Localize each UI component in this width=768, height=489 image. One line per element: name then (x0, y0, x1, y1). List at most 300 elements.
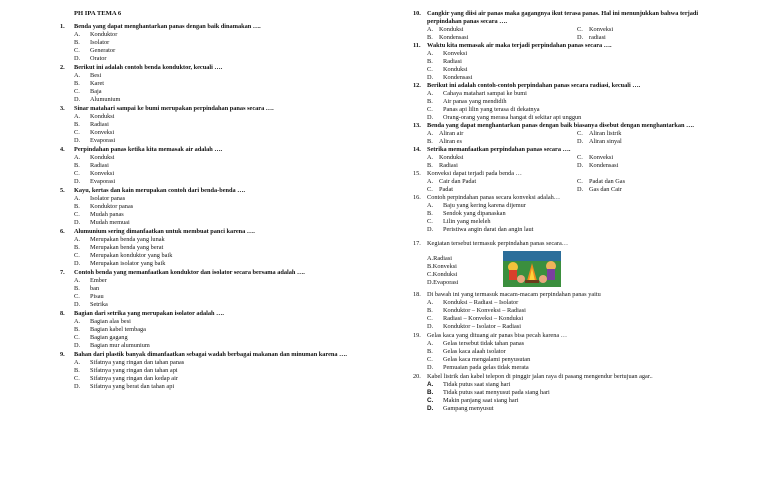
option-text: Konduktor – Konveksi – Radiasi (443, 307, 526, 314)
option-letter: D. (74, 178, 81, 185)
option-text: Mudah panas (90, 211, 124, 218)
option-text: Evaporasi (433, 279, 459, 286)
option-text: radiasi (589, 34, 606, 41)
answer-option[interactable] (60, 88, 360, 96)
answer-option[interactable] (577, 162, 727, 170)
question-number: 11. (413, 42, 421, 49)
answer-options-grid (413, 154, 713, 170)
option-letter: C. (74, 375, 80, 382)
option-text: Radiasi (90, 121, 109, 128)
question-text: Kabel listrik dan kabel telepon di pinggir jalan raya di pasang mengendur bertujuan agar.. (427, 373, 653, 380)
question (60, 310, 360, 350)
question-text-row (413, 291, 713, 299)
option-letter: C. (427, 356, 433, 363)
option-letter: B. (427, 263, 433, 270)
question (413, 82, 713, 122)
option-letter: A. (74, 31, 81, 38)
answer-option[interactable] (60, 293, 360, 301)
option-text: Radiasi (90, 162, 109, 169)
option-text: Ember (90, 277, 107, 284)
answer-option[interactable] (60, 170, 360, 178)
option-letter: C. (74, 47, 80, 54)
option-letter: D. (74, 219, 81, 226)
question-text: Waktu kita memasak air maka terjadi perpindahan panas secara …. (427, 42, 612, 49)
option-text: Sifatnya yang ringan dan tahan panas (90, 359, 185, 366)
answer-option[interactable] (60, 236, 360, 244)
answer-option[interactable] (413, 202, 713, 210)
answer-option[interactable] (577, 130, 727, 138)
answer-options-grid (413, 178, 713, 194)
answer-option[interactable] (60, 31, 360, 39)
question-text-row (60, 351, 360, 359)
option-text: Besi (90, 72, 102, 79)
answer-option[interactable] (60, 178, 360, 186)
answer-option[interactable] (60, 301, 360, 309)
question-text-row (60, 23, 360, 31)
question-text: Alumunium sering dimanfaatkan untuk membuat panci karena …. (74, 228, 255, 235)
answer-option[interactable] (427, 34, 577, 42)
option-letter: B. (427, 389, 434, 396)
answer-option[interactable] (60, 113, 360, 121)
option-letter: D. (74, 301, 81, 308)
option-letter: D. (74, 260, 81, 267)
answer-option[interactable] (60, 203, 360, 211)
answer-options-grid (413, 26, 713, 42)
option-letter: C. (427, 218, 433, 225)
answer-option[interactable] (60, 277, 360, 285)
question-text-row (60, 310, 360, 318)
option-letter: D. (427, 114, 434, 121)
option-text: Mudah memuai (90, 219, 130, 226)
option-text: Sifatnya yang ringan dan kedap air (90, 375, 178, 382)
option-letter: D. (74, 137, 81, 144)
option-letter: A. (74, 236, 81, 243)
option-text: Aliran air (439, 130, 464, 137)
option-letter: C. (427, 271, 433, 278)
option-letter: A. (427, 178, 434, 185)
answer-option[interactable] (413, 74, 713, 82)
option-text: Alumunium (90, 96, 121, 103)
option-letter: D. (577, 186, 584, 193)
option-text: Konduksi – Radiasi – Isolator (443, 299, 519, 306)
question-text-row (413, 146, 713, 154)
option-letter: A. (427, 90, 434, 97)
option-text: Konveksi (432, 263, 457, 270)
option-letter: D. (577, 138, 584, 145)
option-letter: D. (74, 383, 81, 390)
answer-option[interactable] (60, 154, 360, 162)
question (413, 332, 713, 372)
question-number: 1. (60, 23, 65, 30)
campfire-image (503, 251, 561, 287)
option-text: Konveksi (90, 129, 115, 136)
option-letter: A. (74, 195, 81, 202)
option-letter: C. (74, 211, 80, 218)
answer-option[interactable] (60, 326, 360, 334)
answer-option[interactable] (60, 383, 360, 391)
question-text-row (413, 194, 713, 202)
answer-option[interactable] (413, 90, 713, 98)
option-text: Konveksi (589, 26, 614, 33)
question (60, 64, 360, 104)
right-question-list (413, 10, 713, 413)
picture-row (413, 251, 713, 287)
option-text: Gelas kaca mengalami penyusutan (443, 356, 531, 363)
answer-option[interactable] (413, 340, 713, 348)
answer-option[interactable] (577, 186, 727, 194)
question (60, 269, 360, 309)
answer-option[interactable] (60, 162, 360, 170)
option-letter: D. (427, 74, 434, 81)
option-letter: C. (427, 186, 433, 193)
option-text: Isolator (90, 39, 110, 46)
option-text: Konduksi (90, 113, 115, 120)
option-text: Konduktor – Isolator – Radiasi (443, 323, 522, 330)
question-number: 8. (60, 310, 65, 317)
question-number: 3. (60, 105, 65, 112)
option-letter: A. (74, 113, 81, 120)
option-text: Lilin yang meleleh (443, 218, 491, 225)
question-text-row (413, 42, 713, 50)
option-text: Generator (90, 47, 116, 54)
answer-option[interactable] (60, 219, 360, 227)
option-letter: C. (74, 88, 80, 95)
option-text: Bagian alas besi (90, 318, 131, 325)
option-text: Orator (90, 55, 107, 62)
question (60, 351, 360, 391)
question-text: Sinar matahari sampai ke bumi merupakan perpindahan panas secara …. (74, 105, 274, 112)
answer-option[interactable] (60, 342, 360, 350)
option-text: Konveksi (90, 170, 115, 177)
option-letter: A. (427, 202, 434, 209)
answer-option[interactable] (60, 47, 360, 55)
option-text: Bagian gagang (90, 334, 128, 341)
question-text: Bahan dari plastik banyak dimanfaatkan sebagai wadah berbagai makanan dan minuman karena …. (74, 351, 347, 358)
question-text: Berikut ini adalah contoh-contoh perpindahan panas secara radiasi, kecuali …. (427, 82, 641, 89)
option-letter: C. (74, 334, 80, 341)
option-letter: B. (74, 80, 80, 87)
answer-option[interactable] (60, 80, 360, 88)
question-text: Benda yang dapat menghantarkan panas dengan baik biasanya disebut dengan menghantarkan …. (427, 122, 694, 129)
option-letter: C. (577, 178, 583, 185)
option-letter: A. (427, 381, 434, 388)
answer-option[interactable] (60, 359, 360, 367)
answer-option[interactable] (413, 279, 503, 287)
option-letter: A. (427, 255, 434, 262)
option-letter: B. (427, 210, 433, 217)
option-letter: D. (427, 226, 434, 233)
option-letter: B. (74, 326, 80, 333)
answer-option[interactable] (60, 334, 360, 342)
right-column (413, 10, 713, 413)
question-text-row (60, 64, 360, 72)
question-number: 5. (60, 187, 65, 194)
answer-option[interactable] (60, 252, 360, 260)
question-text-row (413, 332, 713, 340)
question-text-row (413, 373, 713, 381)
option-text: Tidak putus saat menyusut pada siang hari (443, 389, 550, 396)
answer-option[interactable] (60, 211, 360, 219)
campfire-illustration (503, 251, 561, 287)
option-text: Baju yang kering karena dijemur (443, 202, 526, 209)
question (413, 291, 713, 331)
option-letter: A. (427, 26, 434, 33)
option-letter: B. (74, 39, 80, 46)
answer-option[interactable] (60, 244, 360, 252)
option-text: Konduksi (439, 154, 464, 161)
question-text: Konveksi dapat terjadi pada benda … (427, 170, 522, 177)
question (413, 122, 713, 146)
question (413, 240, 713, 287)
answer-option[interactable] (577, 154, 727, 162)
option-letter: B. (427, 348, 433, 355)
question-text: Kegiatan tersebut termasuk perpindahan panas secara… (427, 240, 569, 247)
answer-option[interactable] (413, 397, 713, 405)
option-letter: A. (74, 72, 81, 79)
option-text: Bagian mur alumunium (90, 342, 150, 349)
option-text: Evaporasi (90, 137, 116, 144)
option-letter: A. (74, 154, 81, 161)
question-text: Berikut ini adalah contoh benda konduktor, kecuali …. (74, 64, 223, 71)
option-text: Konduktor (90, 31, 118, 38)
option-letter: B. (427, 34, 433, 41)
option-text: Air panas yang mendidih (443, 98, 507, 105)
option-text: Konduktor panas (90, 203, 134, 210)
option-letter: B. (74, 285, 80, 292)
answer-option[interactable] (427, 130, 577, 138)
answer-option[interactable] (577, 26, 727, 34)
option-text: Tidak putus saat siang hari (443, 381, 511, 388)
option-text: Merupakan benda yang berat (90, 244, 164, 251)
answer-option[interactable] (60, 375, 360, 383)
question-text-row (413, 170, 713, 178)
answer-option[interactable] (413, 323, 713, 331)
option-letter: D. (577, 34, 584, 41)
question-number: 19. (413, 332, 421, 339)
answer-option[interactable] (413, 405, 713, 413)
option-text: Setrika (90, 301, 108, 308)
answer-option[interactable] (413, 226, 713, 234)
answer-option[interactable] (413, 356, 713, 364)
answer-option[interactable] (60, 367, 360, 375)
answer-option[interactable] (60, 137, 360, 145)
answer-option[interactable] (413, 389, 713, 397)
option-letter: C. (74, 129, 80, 136)
answer-option[interactable] (413, 114, 713, 122)
question-text-row (60, 269, 360, 277)
question-text-row (413, 122, 713, 130)
question-number: 18. (413, 291, 421, 298)
option-text: Merupakan isolator yang baik (90, 260, 166, 267)
question-text-row (413, 240, 713, 248)
answer-option[interactable] (413, 271, 503, 279)
option-text: Radiasi (443, 58, 462, 65)
answer-option[interactable] (427, 154, 577, 162)
answer-option[interactable] (577, 138, 727, 146)
question-text: Contoh perpindahan panas secara konveksi adalah… (427, 194, 561, 201)
option-text: Makin panjang saat siang hari (443, 397, 519, 404)
answer-option[interactable] (427, 162, 577, 170)
option-letter: C. (74, 293, 80, 300)
answer-option[interactable] (413, 210, 713, 218)
question-number: 12. (413, 82, 421, 89)
option-letter: B. (74, 244, 80, 251)
option-text: Konveksi (589, 154, 614, 161)
answer-option[interactable] (413, 364, 713, 372)
question (60, 228, 360, 268)
option-text: Orang-orang yang merasa hangat di sekitar api unggun (443, 114, 582, 121)
option-letter: A. (427, 340, 434, 347)
question (60, 146, 360, 186)
option-text: Padat dan Gas (589, 178, 626, 185)
picture-options (413, 251, 503, 287)
answer-option[interactable] (413, 381, 713, 389)
option-text: Sifatnya yang ringan dan tahan api (90, 367, 178, 374)
left-column (60, 10, 360, 391)
option-text: Konduksi (443, 66, 468, 73)
option-letter: B. (427, 162, 433, 169)
question (60, 187, 360, 227)
option-text: Gampang menyusut (443, 405, 494, 412)
option-letter: D. (74, 96, 81, 103)
option-text: Cair dan Padat (439, 178, 477, 185)
answer-option[interactable] (60, 39, 360, 47)
option-letter: A. (74, 318, 81, 325)
question-number: 16. (413, 194, 421, 201)
option-text: Aliran sinyal (589, 138, 622, 145)
option-text: Radiasi – Konveksi – Konduksi (443, 315, 524, 322)
question (413, 373, 713, 413)
option-letter: B. (427, 98, 433, 105)
option-text: Gas dan Cair (589, 186, 622, 193)
option-text: Radiasi (433, 255, 453, 262)
question-number: 4. (60, 146, 65, 153)
option-text: Konduksi (439, 26, 464, 33)
answer-option[interactable] (60, 260, 360, 268)
question-number: 6. (60, 228, 65, 235)
option-letter: C. (577, 26, 583, 33)
answer-option[interactable] (427, 138, 577, 146)
answer-option[interactable] (427, 178, 577, 186)
option-letter: D. (577, 162, 584, 169)
question-number: 20. (413, 373, 421, 380)
question-text: Gelas kaca yang dituang air panas bisa pecah karena … (427, 332, 568, 339)
question-number: 9. (60, 351, 65, 358)
option-letter: D. (427, 279, 434, 286)
option-letter: B. (74, 203, 80, 210)
answer-option[interactable] (60, 121, 360, 129)
option-text: Sendok yang dipanaskan (443, 210, 506, 217)
answer-options-grid (413, 130, 713, 146)
option-letter: C. (577, 130, 583, 137)
answer-option[interactable] (60, 55, 360, 63)
option-text: ban (90, 285, 100, 292)
answer-option[interactable] (413, 98, 713, 106)
answer-option[interactable] (413, 348, 713, 356)
answer-option[interactable] (413, 255, 503, 263)
option-text: Cahaya matahari sampai ke bumi (443, 90, 527, 97)
option-text: Gelas kaca alaah isolator (443, 348, 506, 355)
answer-option[interactable] (60, 96, 360, 104)
answer-option[interactable] (413, 307, 713, 315)
question-number: 14. (413, 146, 421, 153)
question-text-row (413, 82, 713, 90)
answer-option[interactable] (60, 195, 360, 203)
answer-option[interactable] (413, 50, 713, 58)
page-title: PH IPA TEMA 6 (74, 10, 122, 17)
answer-option[interactable] (413, 218, 713, 226)
option-text: Merupakan konduktor yang baik (90, 252, 173, 259)
option-text: Pisau (90, 293, 104, 300)
option-letter: C. (577, 154, 583, 161)
option-letter: C. (427, 66, 433, 73)
option-text: Konveksi (443, 50, 468, 57)
question-text: Perpindahan panas ketika kita memasak air adalah …. (74, 146, 223, 153)
question-text: Bagian dari setrika yang merupakan isolator adalah …. (74, 310, 224, 317)
option-letter: D. (74, 55, 81, 62)
answer-option[interactable] (413, 66, 713, 74)
question-text: Di bawah ini yang termasuk macam-macam perpindahan panas yaitu (427, 291, 601, 298)
option-text: Peristiwa angin darat dan angin laut (443, 226, 534, 233)
answer-option[interactable] (413, 299, 713, 307)
answer-option[interactable] (413, 106, 713, 114)
answer-option[interactable] (427, 26, 577, 34)
question-number: 15. (413, 170, 421, 177)
answer-option[interactable] (60, 318, 360, 326)
option-letter: A. (427, 299, 434, 306)
option-letter: A. (427, 50, 434, 57)
option-letter: B. (427, 58, 433, 65)
option-text: Evaporasi (90, 178, 116, 185)
option-letter: A. (74, 359, 81, 366)
question (413, 146, 713, 170)
option-text: Karet (90, 80, 104, 87)
option-letter: C. (427, 315, 433, 322)
option-text: Pemuaian pada gelas tidak merata (443, 364, 529, 371)
option-text: Merupakan benda yang lunak (90, 236, 165, 243)
question (60, 105, 360, 145)
question-number: 7. (60, 269, 65, 276)
option-letter: D. (427, 405, 434, 412)
question (413, 170, 713, 194)
option-text: Panas api lilin yang terasa di dekatnya (443, 106, 540, 113)
option-letter: A. (74, 277, 81, 284)
question-number: 17. (413, 240, 421, 247)
answer-option[interactable] (413, 315, 713, 323)
option-text: Aliran es (439, 138, 462, 145)
answer-option[interactable] (577, 178, 727, 186)
left-question-list (60, 23, 360, 391)
answer-option[interactable] (427, 186, 577, 194)
option-letter: B. (427, 307, 433, 314)
question-text-row (60, 228, 360, 236)
option-text: Konduksi (90, 154, 115, 161)
option-letter: C. (427, 106, 433, 113)
option-text: Bagian kabel tembaga (90, 326, 146, 333)
answer-option[interactable] (413, 58, 713, 66)
option-text: Isolator panas (90, 195, 126, 202)
answer-option[interactable] (60, 72, 360, 80)
option-letter: C. (427, 397, 434, 404)
question-text: Cangkir yang diisi air panas maka gagangnya ikut terasa panas. Hal ini menunjukkan bahwa terjadi perpindahan panas secara …. (427, 10, 699, 25)
answer-option[interactable] (413, 263, 503, 271)
option-text: Padat (439, 186, 453, 193)
answer-option[interactable] (577, 34, 727, 42)
option-text: Gelas tersebut tidak tahan panas (443, 340, 525, 347)
answer-option[interactable] (60, 129, 360, 137)
option-letter: B. (74, 367, 80, 374)
answer-option[interactable] (60, 285, 360, 293)
